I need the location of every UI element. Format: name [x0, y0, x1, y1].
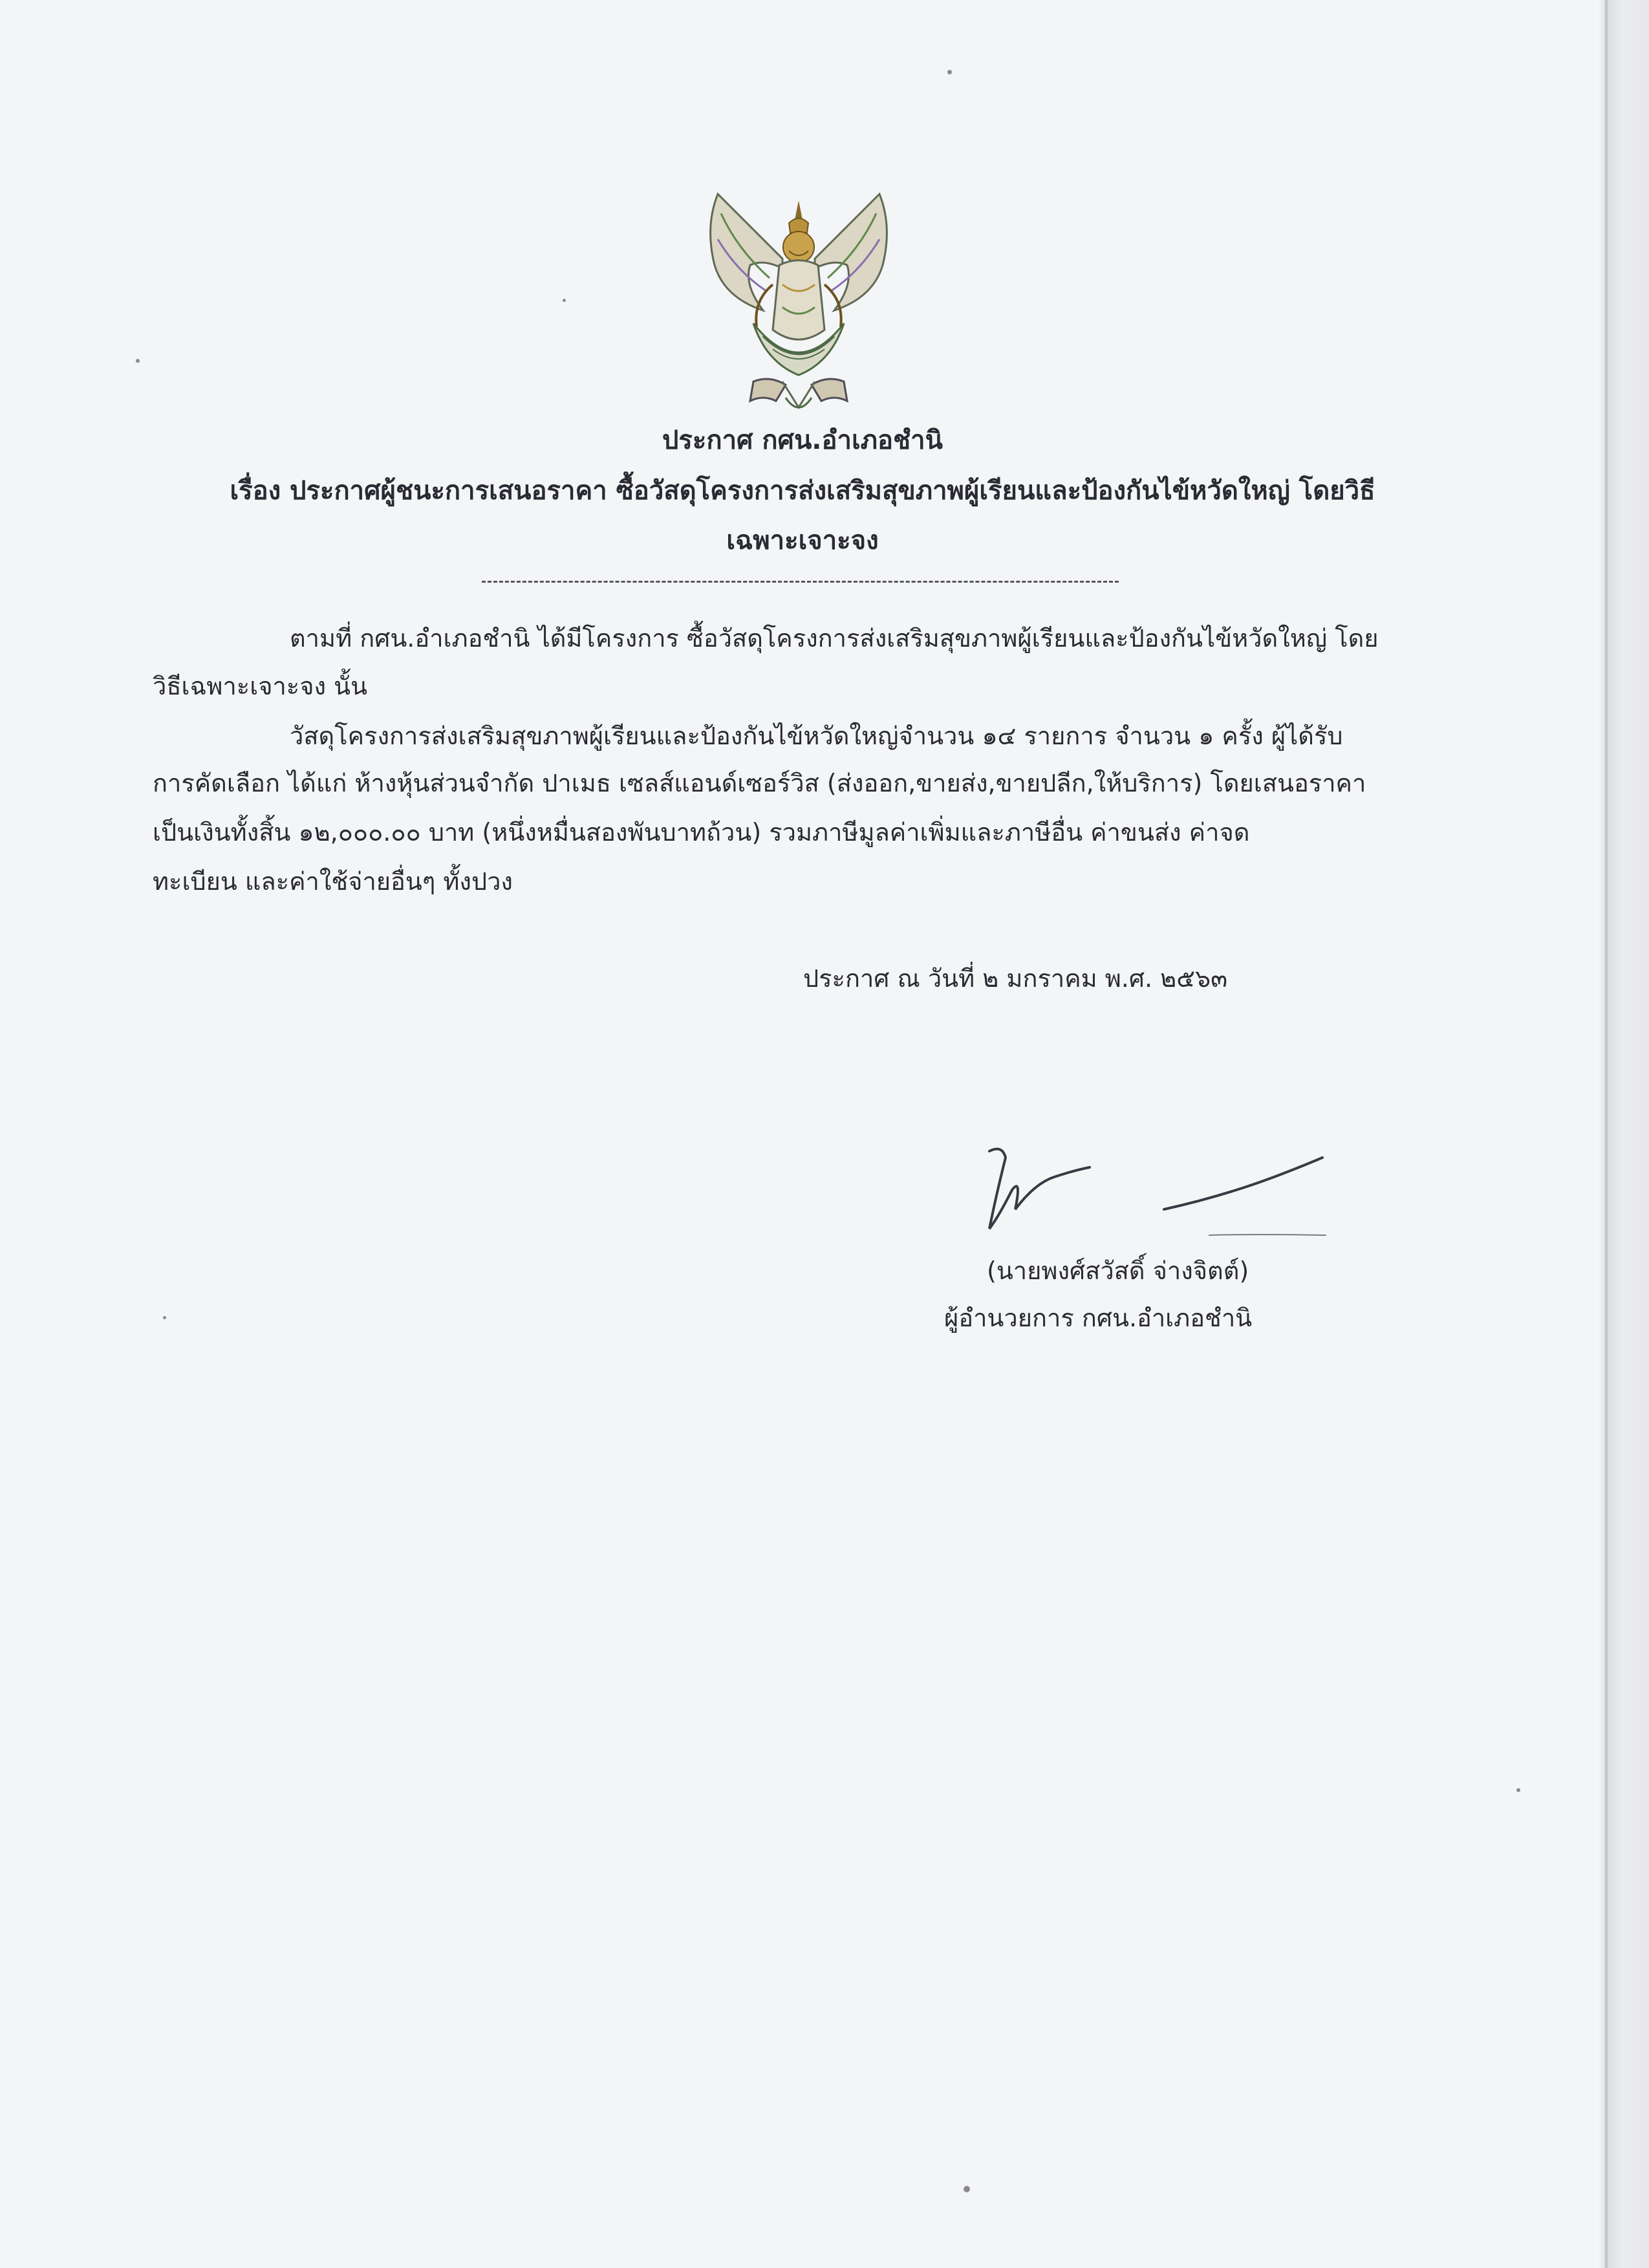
- signer-name: (นายพงศ์สวัสดิ์ จ่างจิตต์): [987, 1257, 1249, 1285]
- separator-line: [482, 581, 1119, 583]
- body-line-6: ทะเบียน และค่าใช้จ่ายอื่นๆ ทั้งปวง: [153, 867, 513, 896]
- handwritten-signature: [976, 1138, 1339, 1248]
- scan-speck: [964, 2186, 970, 2192]
- announcement-title: ประกาศ กศน.อำเภอชำนิ: [662, 426, 943, 455]
- body-line-2: วิธีเฉพาะเจาะจง นั้น: [153, 672, 368, 700]
- signer-title: ผู้อำนวยการ กศน.อำเภอชำนิ: [944, 1304, 1253, 1332]
- garuda-emblem-icon: [692, 188, 905, 420]
- announcement-subject-line-2: เฉพาะเจาะจง: [726, 526, 879, 556]
- announcement-date: ประกาศ ณ วันที่ ๒ มกราคม พ.ศ. ๒๕๖๓: [803, 964, 1228, 993]
- scan-edge: [1605, 0, 1649, 2268]
- body-line-3: วัสดุโครงการส่งเสริมสุขภาพผู้เรียนและป้องกันไข้หวัดใหญ่จำนวน ๑๔ รายการ จำนวน ๑ ครั้ง ผู้ได้รับ: [290, 722, 1343, 750]
- body-line-1: ตามที่ กศน.อำเภอชำนิ ได้มีโครงการ ซื้อวัสดุโครงการส่งเสริมสุขภาพผู้เรียนและป้องกันไข้หวัดใหญ่ โดย: [290, 624, 1379, 653]
- scan-speck: [563, 299, 566, 302]
- body-line-5: เป็นเงินทั้งสิ้น ๑๒,๐๐๐.๐๐ บาท (หนึ่งหมื่นสองพันบาทถ้วน) รวมภาษีมูลค่าเพิ่มและภาษีอื่น ค่าขนส่ง ค่าจด: [153, 818, 1250, 847]
- scan-speck: [136, 359, 140, 363]
- scan-speck: [163, 1316, 166, 1319]
- body-line-4: การคัดเลือก ได้แก่ ห้างหุ้นส่วนจำกัด ปาเมธ เซลส์แอนด์เซอร์วิส (ส่งออก,ขายส่ง,ขายปลีก,ให้บริการ) โดยเสนอราคา: [153, 769, 1366, 797]
- announcement-subject-line-1: เรื่อง ประกาศผู้ชนะการเสนอราคา ซื้อวัสดุโครงการส่งเสริมสุขภาพผู้เรียนและป้องกันไข้หวัดใหญ่ โดยวิธี: [230, 476, 1375, 506]
- scan-speck: [1516, 1788, 1520, 1792]
- scan-speck: [947, 70, 952, 74]
- scan-edge-shadow: [1599, 0, 1608, 2268]
